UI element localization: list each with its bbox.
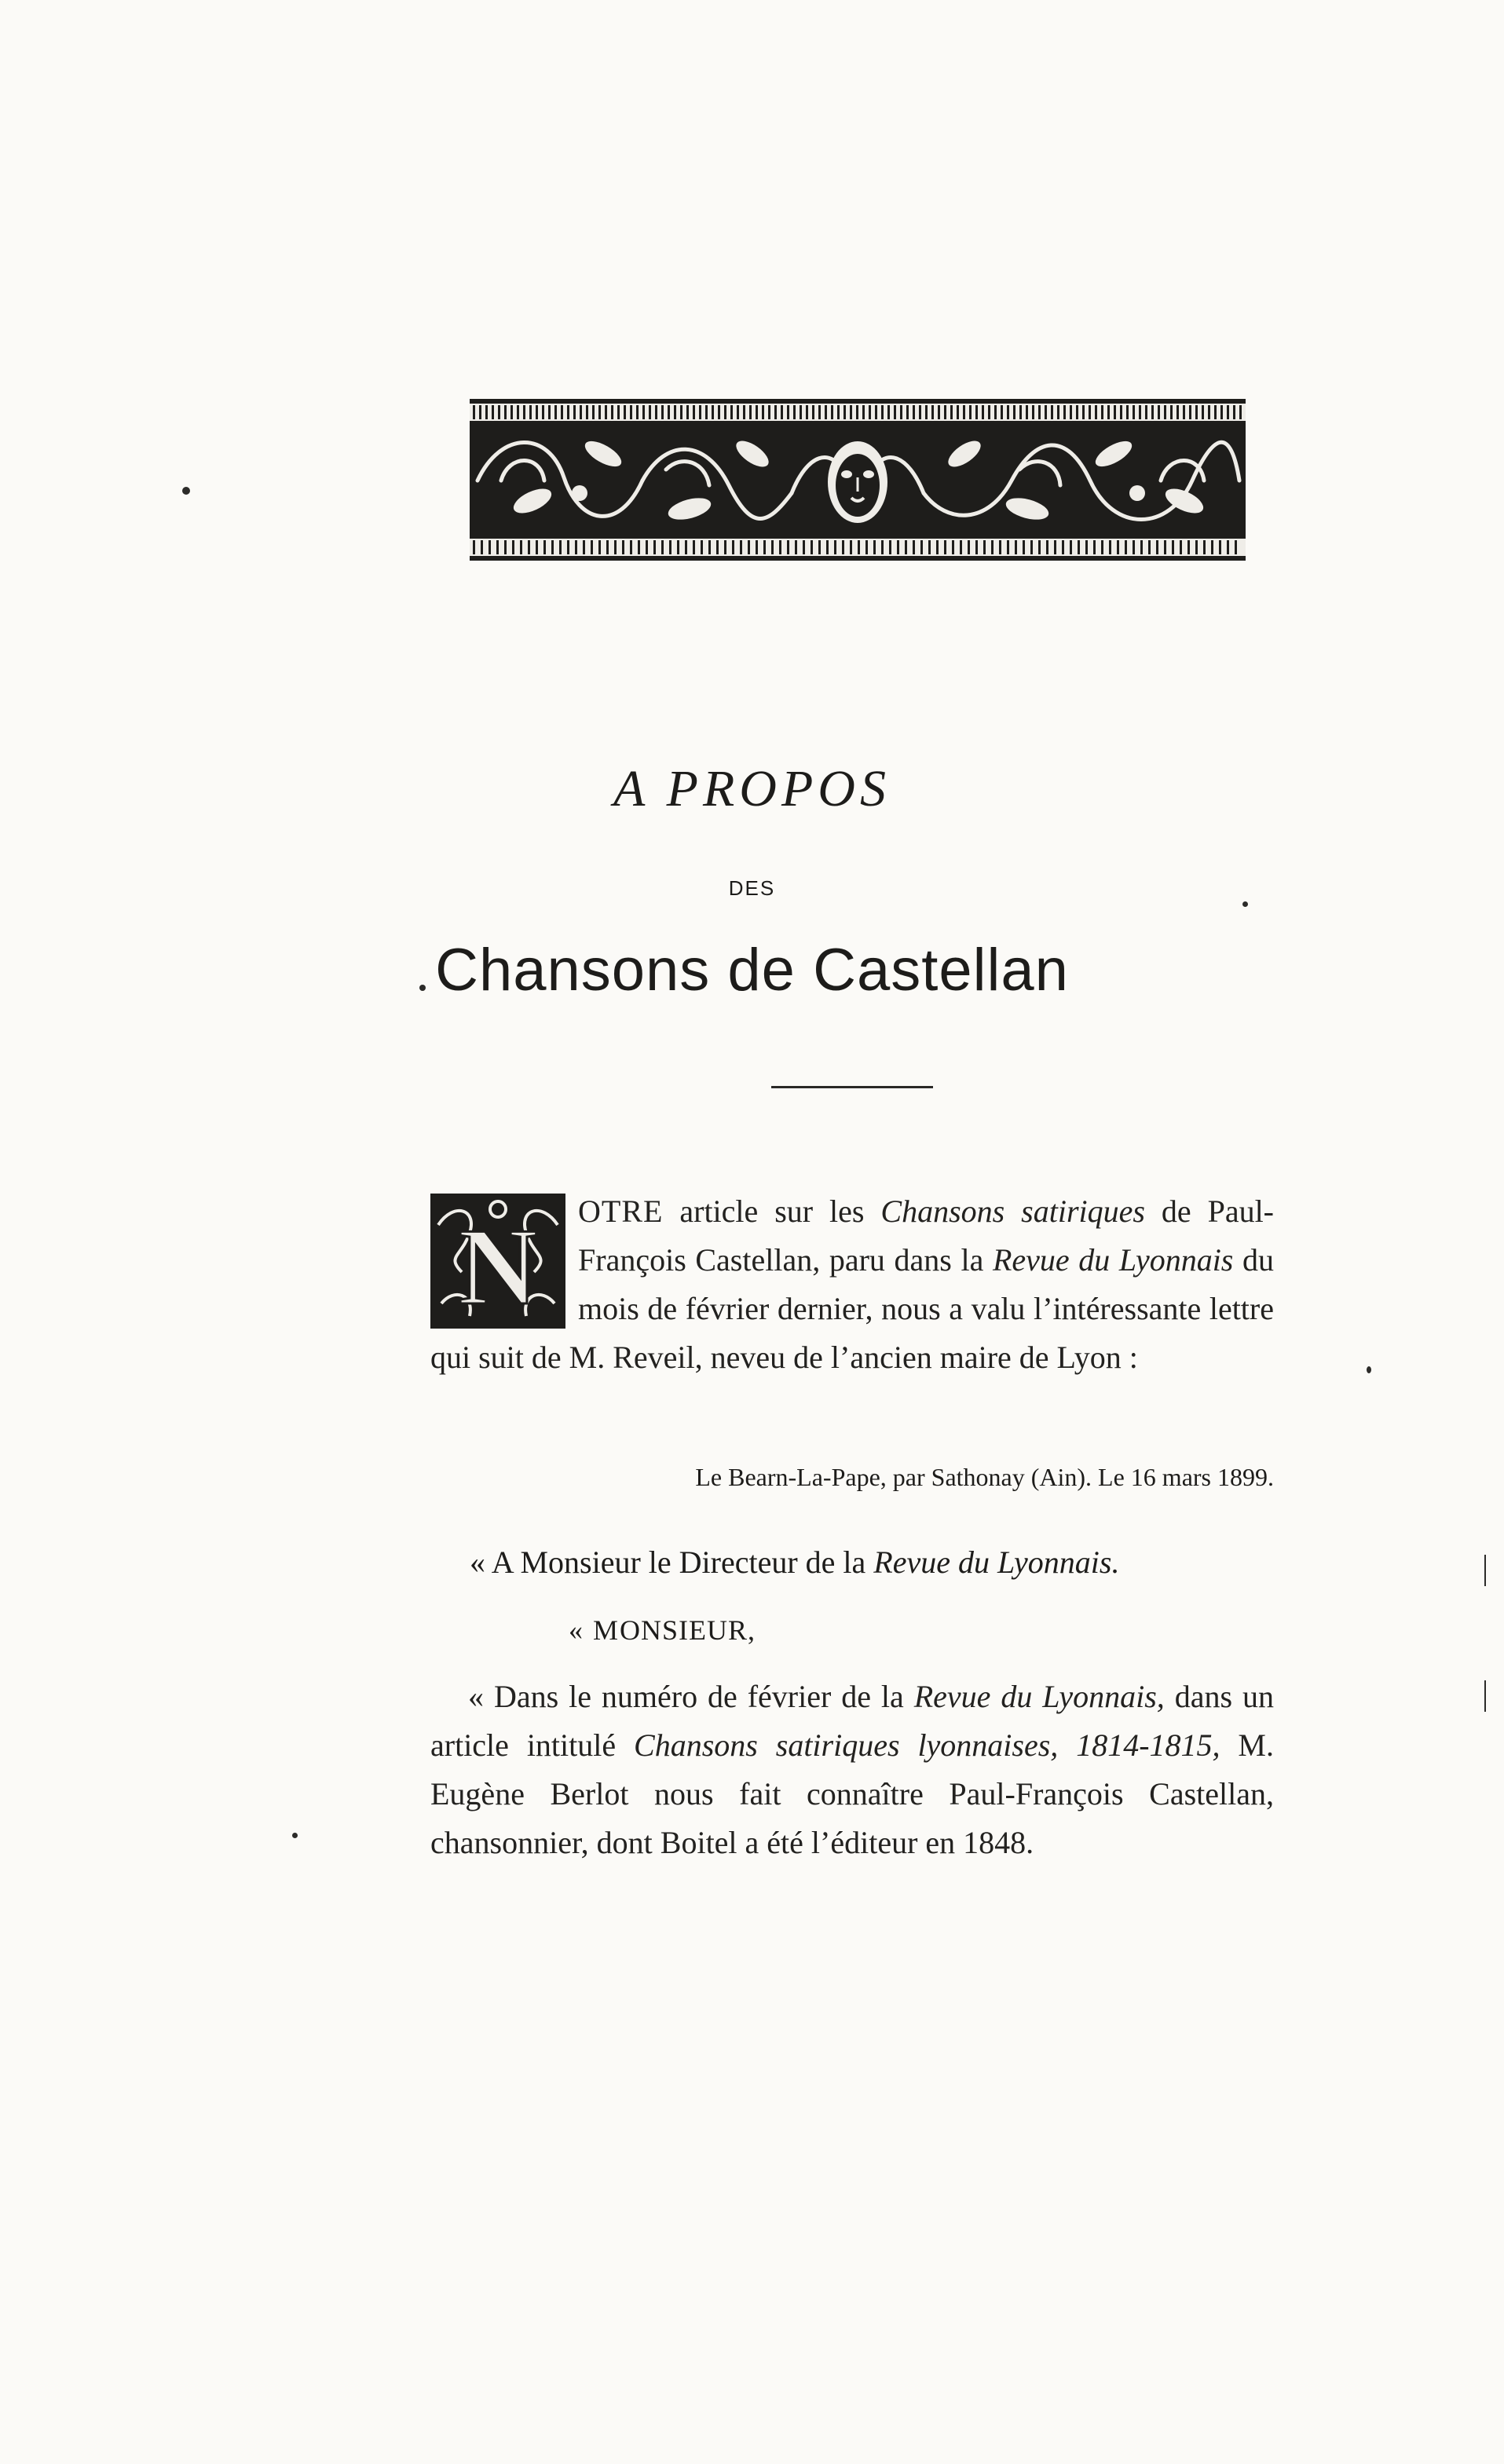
intro-italic-revue: Revue du Lyonnais — [992, 1242, 1234, 1278]
scan-speck — [1484, 1555, 1486, 1586]
address-italic-revue: Revue du Lyonnais. — [873, 1545, 1120, 1580]
intro-lead-word: OTRE — [578, 1194, 664, 1229]
intro-italic-chansons: Chansons satiriques — [880, 1194, 1145, 1229]
letter-italic-article: Chansons satiriques lyonnaises, 1814-1815, — [634, 1727, 1220, 1763]
letter-text-3: M. Eugène Berlot nous fait connaître Paul-François Castellan, chansonnier, dont Boitel a été l’éditeur en 1848. — [430, 1727, 1274, 1860]
drop-cap-n-image — [430, 1194, 565, 1329]
letter-paragraph — [430, 1673, 1274, 1867]
letter-italic-revue: Revue du Lyonnais, — [913, 1679, 1165, 1714]
salutation-rest: ONSIEUR, — [620, 1614, 756, 1646]
scan-speck — [1484, 1680, 1486, 1712]
letter-salutation — [569, 1607, 756, 1654]
salutation-open: « M — [569, 1614, 620, 1646]
intro-paragraph — [430, 1187, 1274, 1382]
ornamental-headpiece-image — [470, 399, 1246, 561]
title-a-propos: A PROPOS — [613, 760, 891, 817]
letter-dateline: Le Bearn-La-Pape, par Sathonay (Ain). Le 16 mars 1899. — [695, 1463, 1274, 1491]
intro-text-1: article sur les — [663, 1194, 881, 1229]
scan-speck — [419, 985, 426, 991]
address-text: « A Monsieur le Directeur de la — [470, 1545, 874, 1580]
scan-speck — [1367, 1366, 1371, 1373]
subtitle-chansons: Chansons de Castellan — [435, 937, 1069, 1004]
title-connector: DES — [728, 876, 776, 900]
intro-text-2: de Paul-François Castellan, paru dans la — [578, 1194, 1275, 1278]
scan-speck — [182, 487, 190, 495]
letter-address — [470, 1539, 1119, 1586]
letter-text-2: dans un article intitulé — [430, 1679, 1274, 1763]
letter-text-1: « Dans le numéro de février de la — [468, 1679, 914, 1714]
scan-speck — [292, 1833, 298, 1838]
title-rule-divider — [771, 1086, 933, 1088]
svg-text:N: N — [458, 1206, 538, 1328]
intro-text-3: du mois de février dernier, nous a valu l’intéressante lettre qui suit de M. Reveil, neveu de l’ancien maire de Lyon : — [430, 1242, 1274, 1375]
scan-speck — [1242, 901, 1248, 907]
